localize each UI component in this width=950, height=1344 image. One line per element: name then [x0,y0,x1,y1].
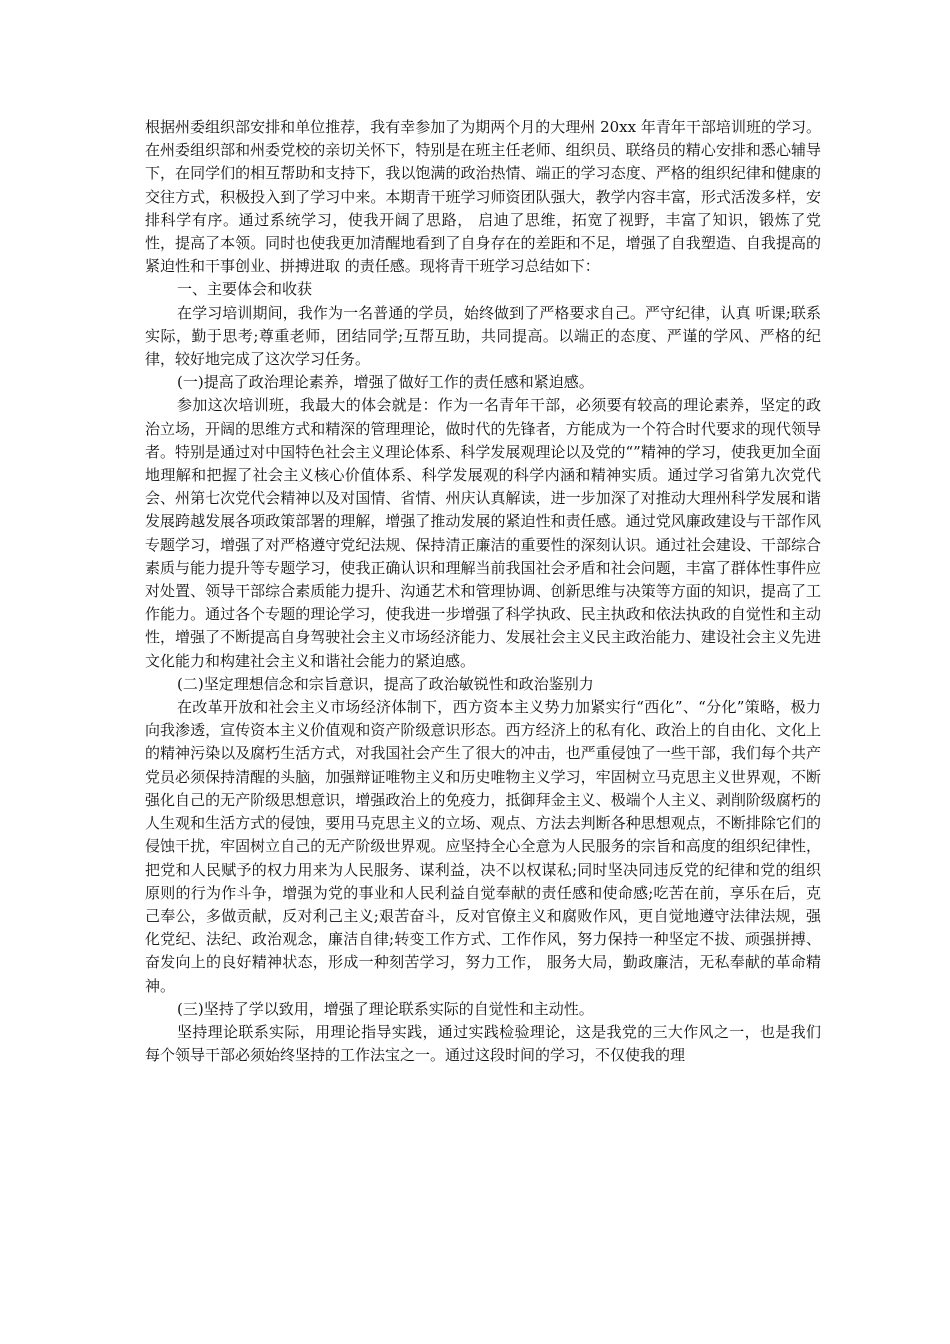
body-paragraph: 参加这次培训班，我最大的体会就是：作为一名青年干部，必须要有较高的理论素养，坚定的政治立场，开阔的思维方式和精深的管理理论，做时代的先锋者，方能成为一个符合时代要求的现代领导者。特别是通过对中国特色社会主义理论体系、科学发展观理论以及党的“”精神的学习，使我更加全面地理解和把握了社会主义核心价值体系、科学发展观的科学内涵和精神实质。通过学习省第九次党代会、州第七次党代会精神以及对国情、省情、州庆认真解读，进一步加深了对推动大理州科学发展和谐发展跨越发展各项政策部署的理解，增强了推动发展的紧迫性和责任感。通过党风廉政建设与干部作风专题学习，增强了对严格遵守党纪法规、保持清正廉洁的重要性的深刻认识。通过社会建设、干部综合素质与能力提升等专题学习，使我正确认识和理解当前我国社会矛盾和社会问题，丰富了群体性事件应对处置、领导干部综合素质能力提升、沟通艺术和管理协调、创新思维与决策等方面的知识，提高了工作能力。通过各个专题的理论学习，使我进一步增强了科学执政、民主执政和依法执政的自觉性和主动性，增强了不断提高自身驾驶社会主义市场经济能力、发展社会主义民主政治能力、建设社会主义先进文化能力和构建社会主义和谐社会能力的紧迫感。 [145,396,821,670]
document-body [145,116,821,1067]
body-paragraph: 在改革开放和社会主义市场经济体制下，西方资本主义势力加紧实行“西化”、“分化”策略，极力向我渗透，宣传资本主义价值观和资产阶级意识形态。西方经济上的私有化、政治上的自由化、文化上的精神污染以及腐朽生活方式，对我国社会产生了很大的冲击，也严重侵蚀了一些干部，我们每个共产党员必须保持清醒的头脑，加强辩证唯物主义和历史唯物主义学习，牢固树立马克思主义世界观，不断强化自己的无产阶级思想意识，增强政治上的免疫力，抵御拜金主义、极端个人主义、剥削阶级腐朽的人生观和生活方式的侵蚀，要用马克思主义的立场、观点、方法去判断各种思想观点，不断排除它们的侵蚀干扰，牢固树立自己的无产阶级世界观。应坚持全心全意为人民服务的宗旨和高度的组织纪律性，把党和人民赋予的权力用来为人民服务、谋利益，决不以权谋私;同时坚决同违反党的纪律和党的组织原则的行为作斗争，增强为党的事业和人民利益自觉奉献的责任感和使命感;吃苦在前，享乐在后，克己奉公，多做贡献，反对利己主义;艰苦奋斗，反对官僚主义和腐败作风，更自觉地遵守法律法规，强化党纪、法纪、政治观念，廉洁自律;转变工作方式、工作作风，努力保持一种坚定不拔、顽强拼搏、奋发向上的良好精神状态，形成一种刻苦学习，努力工作， 服务大局，勤政廉洁，无私奉献的革命精神。 [145,698,821,995]
subheading-2: (二)坚定理想信念和宗旨意识，提高了政治敏锐性和政治鉴别力 [177,674,594,693]
intro-paragraph: 根据州委组织部安排和单位推荐，我有幸参加了为期两个月的大理州 20xx 年青年干部培训班的学习。在州委组织部和州委党校的亲切关怀下，特别是在班主任老师、组织员、联络员的精心安排和悉心辅导下，在同学们的相互帮助和支持下，我以饱满的政治热情、端正的学习态度、严格的组织纪律和健康的交往方式，积极投入到了学习中来。本期青干班学习师资团队强大，教学内容丰富，形式活泼多样，安排科学有序。通过系统学习，使我开阔了思路， 启迪了思维，拓宽了视野，丰富了知识，锻炼了党性，提高了本领。同时也使我更加清醒地看到了自身存在的差距和不足，增强了自我塑造、自我提高的紧迫性和干事创业、拼搏进取 的责任感。现将青干班学习总结如下： [145,118,821,276]
subheading-3: (三)坚持了学以致用，增强了理论联系实际的自觉性和主动性。 [177,999,594,1018]
body-paragraph: 在学习培训期间，我作为一名普通的学员，始终做到了严格要求自己。严守纪律，认真 听课;联系实际，勤于思考;尊重老师，团结同学;互帮互助，共同提高。以端正的态度、严谨的学风、严格的纪律，较好地完成了这次学习任务。 [145,303,821,369]
subheading-1: (一)提高了政治理论素养，增强了做好工作的责任感和紧迫感。 [177,373,594,392]
section-heading-main-gains: 一、主要体会和收获 [177,280,313,299]
body-paragraph: 坚持理论联系实际，用理论指导实践，通过实践检验理论，这是我党的三大作风之一，也是我们每个领导干部必须始终坚持的工作法宝之一。通过这段时间的学习，不仅使我的理 [145,1022,821,1065]
